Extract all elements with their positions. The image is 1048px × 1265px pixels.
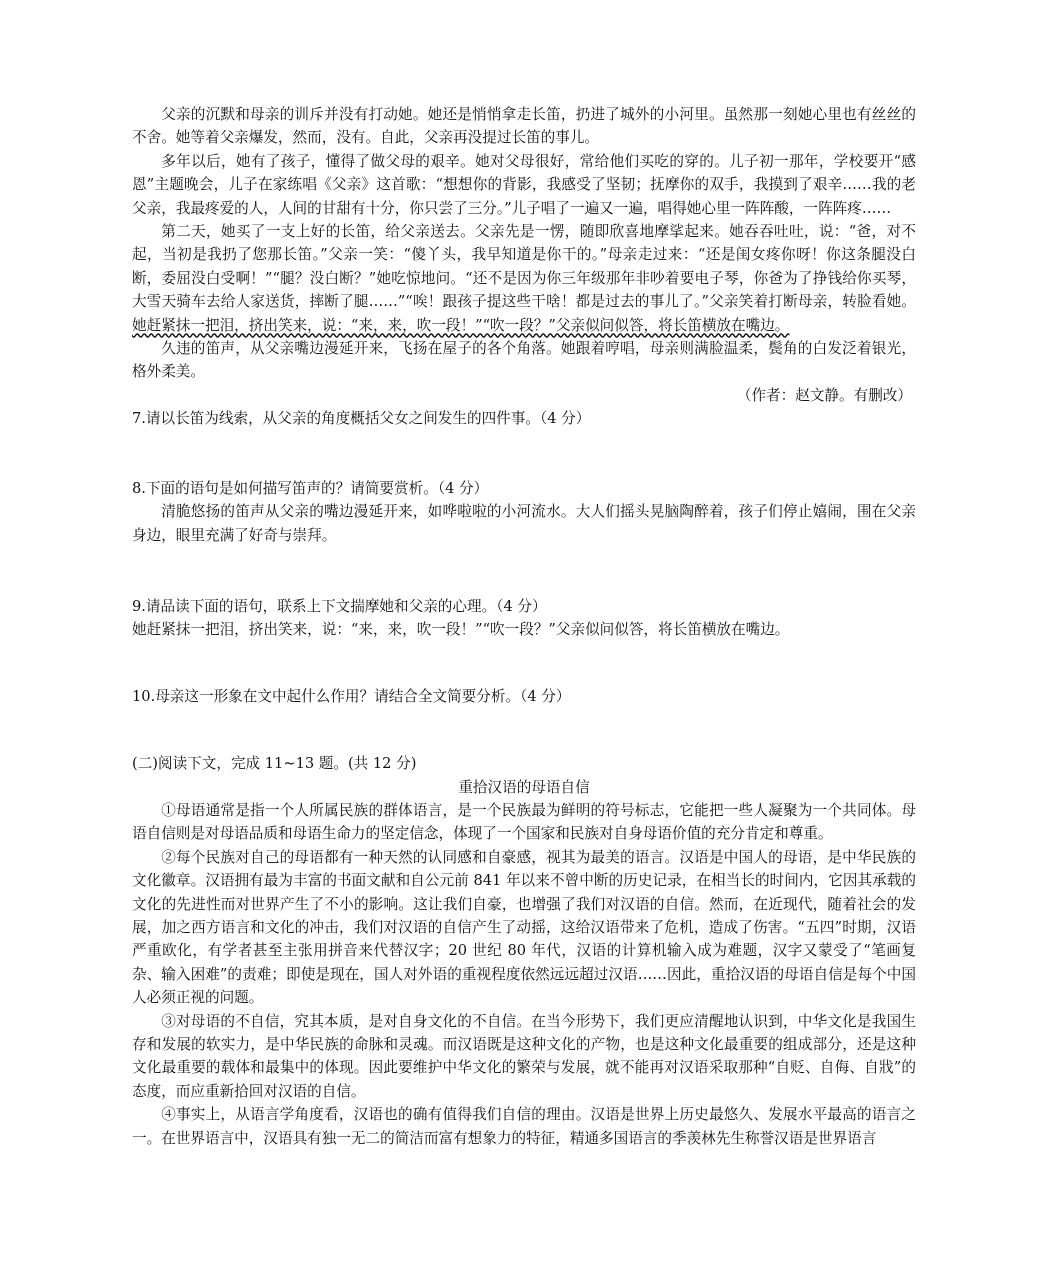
story-paragraph-2: 多年以后，她有了孩子，懂得了做父母的艰辛。她对父母很好，常给他们买吃的穿的。儿子初一那年，学校要开“感恩”主题晚会，儿子在家练唱《父亲》这首歌：“想想你的背影，我感受了坚韧；抚摩你的双手，我摸到了艰辛……我的老父亲，我最疼爱的人，人间的甘甜有十分，你只尝了三分。”儿子唱了一遍又一遍，唱得她心里一阵阵酸，一阵阵疼…… [132,152,916,217]
answer-space-8 [132,547,916,595]
story-paragraph-3-text: 第二天，她买了一支上好的长笛，给父亲送去。父亲先是一愣，随即欣喜地摩挲起来。她吞吞吐吐，说：“爸，对不起，当初是我扔了您那长笛。”父亲一笑：“傻丫头，我早知道是你干的。”母亲走过来：“还是闺女疼你呀！你这条腿没白断，委屈没白受啊！”“腿？没白断？”她吃惊地问。“还不是因为你三年级那年非吵着要电子琴，你爸为了挣钱给你买琴，大雪天骑车去给人家送货，摔断了腿……”“唉！跟孩子提这些干啥！都是过去的事儿了。”父亲笑着打断母亲，转脸看她。 [132,223,916,311]
answer-space-9 [132,642,916,685]
answer-space-10 [132,708,916,752]
article-title: 重拾汉语的母语自信 [458,778,590,796]
underlined-sentence: 她赶紧抹一把泪，挤出笑来，说：“来，来，吹一段！”“吹一段？”父亲似问似答，将长笛横放在嘴边。 [132,316,790,334]
article-paragraph-4: ④事实上，从语言学角度看，汉语也的确有值得我们自信的理由。汉语是世界上历史最悠久、发展水平最高的语言之一。在世界语言中，汉语具有独一无二的简洁而富有想象力的特征，精通多国语言的季羡林先生称誉汉语是世界语言 [132,1106,916,1147]
question-7: 7.请以长笛为线索，从父亲的角度概括父女之间发生的四件事。（4 分） [132,410,591,428]
section-2-intro: (二)阅读下文，完成 11~13 题。(共 12 分) [132,755,417,773]
story-paragraph-3 [132,220,916,337]
question-8-quote: 清脆悠扬的笛声从父亲的嘴边漫延开来，如哗啦啦的小河流水。大人们摇头晃脑陶醉着，孩子们停止嬉闹，围在父亲身边，眼里充满了好奇与崇拜。 [132,503,916,544]
article-paragraph-3: ③对母语的不自信，究其本质，是对自身文化的不自信。在当今形势下，我们更应清醒地认识到，中华文化是我国生存和发展的软实力，是中华民族的命脉和灵魂。而汉语既是这种文化的产物，也是这种文化最重要的组成部分，还是这种文化最重要的载体和最集中的体现。因此要维护中华文化的繁荣与发展，就不能再对汉语采取那种“自贬、自侮、自戕”的态度，而应重新拾回对汉语的自信。 [132,1012,916,1100]
question-9: 9.请品读下面的语句，联系上下文揣摩她和父亲的心理。（4 分） [132,597,547,615]
article-paragraph-2: ②每个民族对自己的母语都有一种天然的认同感和自豪感，视其为最美的语言。汉语是中国人的母语，是中华民族的文化徽章。汉语拥有最为丰富的书面文献和自公元前 841 年以来不曾中断的历史记录，在相当长的时间内，它因其承载的文化的先进性而对世界产生了不小的影响。这让我们自豪，也增强了我们对汉语的自信。然而，在近现代，随着社会的发展，加之西方语言和文化的冲击，我们对汉语的自信产生了动摇，这给汉语带来了危机，造成了伤害。“五四”时期，汉语严重欧化，有学者甚至主张用拼音来代替汉字；20 世纪 80 年代，汉语的计算机输入成为难题，汉字又蒙受了“笔画复杂、输入困难”的责难；即使是现在，国人对外语的重视程度依然远远超过汉语……因此，重拾汉语的母语自信是每个中国人必须正视的问题。 [132,848,916,1007]
story-paragraph-4: 久违的笛声，从父亲嘴边漫延开来，飞扬在屋子的各个角落。她跟着哼唱，母亲则满脸温柔，鬓角的白发泛着银光，格外柔美。 [132,340,916,381]
question-8: 8.下面的语句是如何描写笛声的？请简要赏析。（4 分） [132,479,489,497]
author-note: （作者：赵文静。有删改） [736,386,912,404]
story-paragraph-1: 父亲的沉默和母亲的训斥并没有打动她。她还是悄悄拿走长笛，扔进了城外的小河里。虽然那一刻她心里也有丝丝的不舍。她等着父亲爆发，然而，没有。自此，父亲再没提过长笛的事儿。 [132,106,916,147]
question-10: 10.母亲这一形象在文中起什么作用？请结合全文简要分析。（4 分） [132,687,571,705]
question-9-quote: 她赶紧抹一把泪，挤出笑来，说：“来，来，吹一段！”“吹一段？”父亲似问似答，将长笛横放在嘴边。 [132,621,790,639]
exam-page [132,103,916,1150]
answer-space-7 [132,431,916,477]
article-paragraph-1: ①母语通常是指一个人所属民族的群体语言，是一个民族最为鲜明的符号标志，它能把一些人凝聚为一个共同体。母语自信则是对母语品质和母语生命力的坚定信念，体现了一个国家和民族对自身母语价值的充分肯定和尊重。 [132,801,916,843]
